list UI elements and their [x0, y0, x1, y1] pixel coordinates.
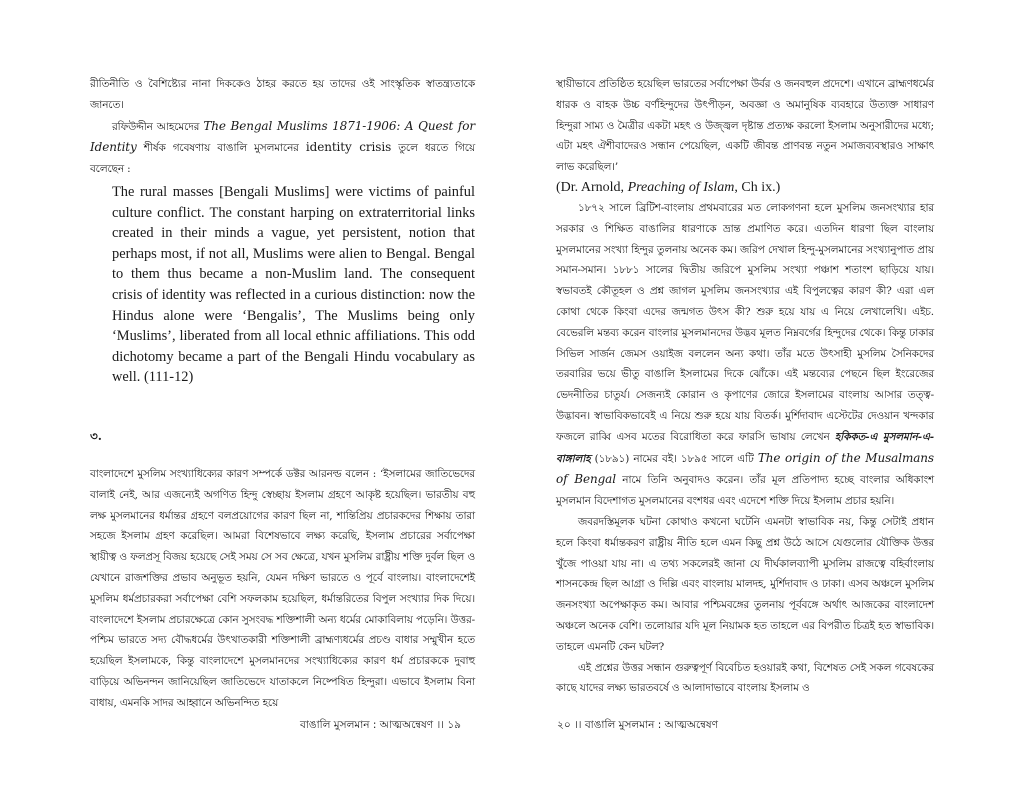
left-page	[90, 74, 475, 736]
book-title-haqiqat: হকিকত-এ মুসলমান-এ-বাঙ্গালাহ	[556, 430, 935, 465]
para2-body: ১৮৭২ সালে ব্রিটিশ-বাংলায় প্রথমবারের মত লোকগণনা হলে মুসলিম জনসংখ্যার হার সরকার ও শিক্ষিত বাঙালির ধারণাকে ভ্রান্ত প্রমাণিত করে। এতদিন ধারণা ছিল বাংলায় মুসলমানের সংখ্যা হিন্দুর তুলনায় অনেক কম। জরিপ দেখাল হিন্দু-মুসলমানের সংখ্যানুপাত প্রায় সমান-সমান। ১৮৮১ সালের দ্বিতীয় জরিপে মুসলিম সংখ্যা পঞ্চাশ শতাংশ ছাড়িয়ে যায়। স্বভাবতই কৌতূহল ও প্রশ্ন জাগল মুসলিম জনসংখ্যার এই বিপুলত্বের কারণ কী? এরা এল কোথা থেকে কিংবা এদের জন্মগত উৎস কী? শুরু হয়ে যায় এ নিয়ে লেখালেখি। এইচ. বেভেরলি মন্তব্য করেন বাংলার মুসলমানদের উদ্ভব মূলত নিম্নবর্গের হিন্দুদের থেকে। কিন্তু ঢাকার সিভিল সার্জন জেমস ওয়াইজ বললেন অন্য কথা। তাঁর মতে উৎসাহী মুসলিম সৈনিকদের তরবারির ভয়ে ভীতু বাঙালি ইসলামের দিকে ঝোঁকে। এই মন্তব্যের পেছনে ছিল ইংরেজের ভেদনীতির চাতুর্য। সেজন্যই কোরান ও কৃপাণের জোরে ইসলামের বাংলায় আসার তত্ত্ব-উদ্ভাবন। স্বাভাবিকভাবেই এ নিয়ে শুরু হয়ে যায় বিতর্ক। মুর্শিদাবাদ এস্টেটের দেওয়ান খন্দকার ফজলে রাব্বি এসব মতের বিরোধিতা করে ফারসি ভাষায় লেখেন	[556, 201, 934, 443]
para2-pre: রফিউদ্দীন আহমেদের	[112, 120, 204, 133]
right-paragraph-1: স্থায়ীভাবে প্রতিষ্ঠিত হয়েছিল ভারতের সর্বাপেক্ষা উর্বর ও জনবহুল প্রদেশে। এখানে ব্রাহ্মণধর্মের ধারক ও বাহক উচ্চ বর্ণহিন্দুদের উৎপীড়ন, অবজ্ঞা ও অমানুষিক ব্যবহারে উত্যক্ত সাধারণ হিন্দুরা সাম্য ও মৈত্রীর একটা মহৎ ও উজ্জ্বল দৃষ্টান্ত প্রত্যক্ষ করলো ইসলাম অনুসারীদের মধ্যে; এটা মহৎ ঐশীবাদেরও সন্ধান পেয়েছিল, একটি জীবন্ত প্রাণবন্ত নতুন সমাজব্যবস্থারও সাক্ষাৎ লাভ করেছিল।’	[556, 78, 934, 174]
para2-post: তুলে ধরতে গিয়ে বলেছেন :	[90, 142, 475, 176]
right-paragraph-2	[556, 198, 934, 512]
citation-post: , Ch ix.)	[734, 179, 781, 195]
right-paragraph-4: এই প্রশ্নের উত্তর সন্ধান গুরুত্বপূর্ণ বিবেচিত হওয়ারই কথা, বিশেষত সেই সকল গবেষকের কাছে যাদের লক্ষ্য ভারতবর্ষে ও আলাদাভাবে বাংলায় ইসলাম ও	[556, 661, 934, 695]
citation	[556, 178, 934, 198]
book-title-origin: The origin of the Musalmans of Bengal	[556, 450, 934, 487]
right-page	[556, 74, 934, 736]
para2-mid: (১৮৯১) নামের বই। ১৮৯৫ সালে এটি	[590, 452, 758, 465]
citation-pre: (Dr. Arnold,	[556, 179, 628, 195]
page-footer-right: ২০ ।। বাঙালি মুসলমান : আত্মঅন্বেষণ	[557, 719, 718, 731]
left-paragraph-2	[90, 116, 475, 180]
left-paragraph-3: বাংলাদেশে মুসলিম সংখ্যাধিক্যের কারণ সম্পর্কে ডক্টর আরনল্ড বলেন : ‘ইসলামের জাতিভেদের বালাই নেই, আর এজন্যেই অগণিত হিন্দু স্বেচ্ছায় ইসলাম গ্রহণে আকৃষ্ট হয়েছিল। ভারতীয় বহু লক্ষ মুসলমানের ধর্মান্তর গ্রহণে বলপ্রয়োগের কারণ ছিল না, শান্তিপ্রিয় প্রচারকদের শিক্ষায় তারা সহজে ইসলাম গ্রহণ করেছিল। আমরা বিশেষভাবে লক্ষ্য করেছি, ইসলাম প্রচারের সর্বাপেক্ষা স্থায়ীত্ব ও ফলপ্রসূ বিজয় হয়েছে সেই সময় সে সব ক্ষেত্রে, যখন মুসলিম রাষ্ট্রীয় শক্তি দুর্বল ছিল ও যেখানে রাজশক্তির প্রভাব অনুভূত হয়নি, যেমন দক্ষিণ ভারতে ও পূর্বে বাংলায়। বাংলাদেশেই মুসলিম ধর্মপ্রচারকরা সর্বাপেক্ষা বেশি সফলকাম হয়েছিল, ধর্মান্তরিতের বিপুল সংখ্যার দিক দিয়ে। বাংলাদেশে ইসলাম প্রচারক্ষেত্রে কোন সুসংবদ্ধ শক্তিশালী অন্য ধর্মের মোকাবিলায় পড়েনি। উত্তর-পশ্চিম ভারতে সদ্য বৌদ্ধধর্মের উৎখাতকারী শক্তিশালী ব্রাহ্মণ্যধর্মের প্রচণ্ড বাধার সম্মুখীন হতে হয়েছিল ইসলামকে, কিন্তু বাংলাদেশে মুসলমানদের সংখ্যাধিক্যের কারণ ধর্ম প্রচারককে দুবাহু বাড়িয়ে অভিনন্দন জানিয়েছিল জাতিভেদে যাতাকলে নিষ্পেষিত হিন্দুরা। এভাবে ইসলাম বিনা বাধায়, এমনকি সাদর আহ্বানে অভিনন্দিত হয়ে	[90, 467, 475, 709]
identity-crisis-term: identity crisis	[305, 140, 392, 155]
para2-post: নামে তিনি অনুবাদও করেন। তাঁর মূল প্রতিপাদ্য হচ্ছে বাংলার অধিকাংশ মুসলমান বিদেশাগত মুসলমানের বংশধর এবং এদেশে শক্তি দিয়ে ইসলাম প্রচার হয়নি।	[556, 474, 935, 508]
page-footer-left: বাঙালি মুসলমান : আত্মঅন্বেষণ ।। ১৯	[300, 719, 461, 731]
left-paragraph-1: রীতিনীতি ও বৈশিষ্ট্যের নানা দিককেও ঠাহর করতে হয় তাদের ওই সাংস্কৃতিক স্বাতন্ত্র্যতাকে জানতে।	[90, 78, 475, 111]
right-paragraph-3: জবরদস্তিমূলক ঘটনা কোথাও কখনো ঘটেনি এমনটা স্বাভাবিক নয়, কিন্তু সেটাই প্রধান হলে কিংবা ধর্মান্তকরণ রাষ্ট্রীয় নীতি হলে এমন কিছু প্রশ্ন উঠে আসে যেগুলোর যৌক্তিক উত্তর খুঁজে পাওয়া যায় না। এ তথ্য সকলেরই জানা যে দীর্ঘকালব্যাপী মুসলিম রাজত্বে বহির্বাংলায় শাসনকেন্দ্র ছিল আগ্রা ও দিল্লি এবং বাংলায় মালদহ, মুর্শিদাবাদ ও ঢাকা। এসব অঞ্চলে মুসলিম জনসংখ্যা অপেক্ষাকৃত কম। আবার পশ্চিমবঙ্গের তুলনায় পূর্ববঙ্গে অর্থাৎ আজকের বাংলাদেশ অঞ্চলে অনেক বেশি। তলোয়ার যদি মূল নিয়ামক হত তাহলে এর বিপরীত চিত্রই হত স্বাভাবিক। তাহলে এমনটি কেন ঘটল?	[556, 515, 934, 653]
para2-mid: শীর্ষক গবেষণায় বাঙালি মুসলমানের	[136, 142, 306, 155]
citation-title: Preaching of Islam	[627, 179, 735, 195]
section-number: ৩.	[90, 428, 102, 443]
book-title-bengal-muslims: The Bengal Muslims 1871-1906: A Quest for Identity	[90, 118, 475, 155]
block-quote: The rural masses [Bengali Muslims] were victims of painful culture conflict. The constant harping on extraterritorial links created in their minds a vague, yet persistent, notion that perhaps most, if not all, Muslims were alien to Bengal. Bengal to them thus became a non-Muslim land. The consequent crisis of identity was reflected in a curious distinction: now the Hindus alone were ‘Bengalis’, The Muslims being only ‘Muslims’, liberated from all local ethnic affiliations. This odd dichotomy became a part of the Bengali Hindu vocabulary as well. (111-12)	[112, 183, 475, 386]
